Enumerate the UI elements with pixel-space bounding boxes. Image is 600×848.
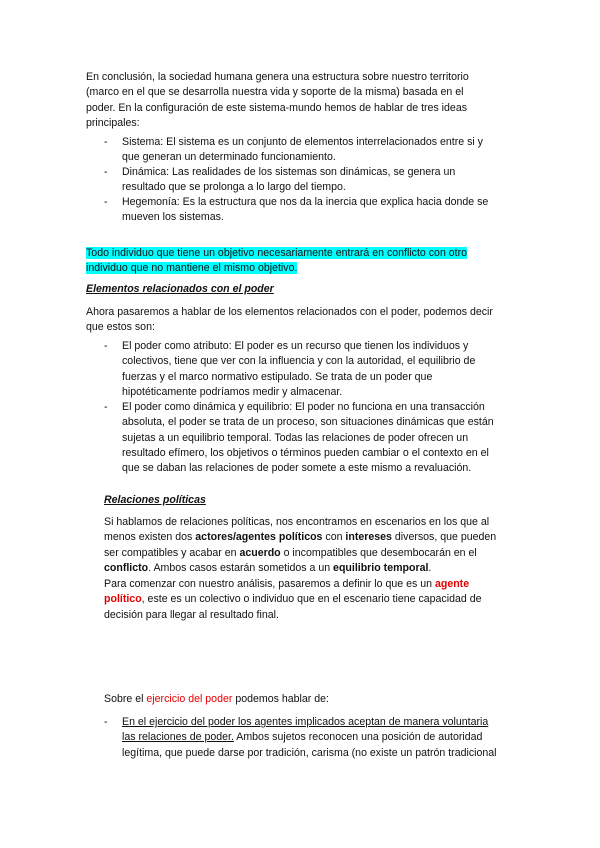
text-line: sujetas a un equilibrio temporal. Todas las relaciones de poder ofrecen un bbox=[122, 431, 469, 444]
text-line: legítima, que puede darse por tradición, carisma (no existe un patrón tradicional bbox=[122, 746, 497, 759]
text-line: menos existen dos actores/agentes políticos con intereses diversos, que pueden bbox=[104, 531, 497, 544]
text-line: Dinámica: Las realidades de los sistemas son dinámicas, se genera un bbox=[122, 166, 456, 178]
text-line: El poder como dinámica y equilibrio: El poder no funciona en una transacción bbox=[122, 401, 485, 413]
bullet-dash: - bbox=[104, 716, 108, 728]
text-line: Ahora pasaremos a hablar de los elementos relacionados con el poder, podemos decir bbox=[86, 306, 493, 318]
text-line: Hegemonía: Es la estructura que nos da la inercia que explica hacia donde se bbox=[122, 196, 489, 208]
text-line: (marco en el que se desarrolla nuestra vida y soporte de la misma) basada en el bbox=[86, 86, 464, 99]
text-line: poder. En la configuración de este sistema-mundo hemos de hablar de tres ideas bbox=[86, 101, 468, 114]
bullet-dash: - bbox=[104, 136, 108, 148]
underlined-line: En el ejercicio del poder los agentes implicados aceptan de manera voluntaria bbox=[122, 716, 489, 728]
section-heading-elementos: Elementos relacionados con el poder bbox=[86, 283, 274, 295]
text-line: que se daban las relaciones de poder somete a este mismo a revaluación. bbox=[122, 462, 472, 475]
highlight-line: individuo que no mantiene el mismo objetivo. bbox=[86, 262, 298, 275]
highlighted-statement bbox=[86, 246, 467, 277]
bullet-dash: - bbox=[104, 401, 108, 413]
bold-term: equilibrio temporal bbox=[333, 561, 429, 574]
text-line: colectivos, tiene que ver con la influencia y con la autoridad, el equilibrio de bbox=[122, 355, 476, 368]
text-line: El poder como atributo: El poder es un recurso que tienen los individuos y bbox=[122, 340, 469, 352]
text-line: conflicto. Ambos casos estarán sometidos a un equilibrio temporal. bbox=[104, 561, 432, 574]
section-heading-relaciones: Relaciones políticas bbox=[104, 494, 206, 506]
text-line: principales: bbox=[86, 116, 140, 129]
highlight-line: Todo individuo que tiene un objetivo necesariamente entrará en conflicto con otro bbox=[86, 247, 468, 259]
text-line: fuerzas y el marco normativo estipulado. Se trata de un poder que bbox=[122, 370, 433, 383]
text-line: En conclusión, la sociedad humana genera una estructura sobre nuestro territorio bbox=[86, 71, 469, 83]
agente-politico-paragraph bbox=[104, 577, 482, 623]
text-line: que generan un determinado funcionamiento. bbox=[122, 151, 336, 164]
text-line: Para comenzar con nuestro análisis, pasaremos a definir lo que es un agente bbox=[104, 578, 470, 590]
text-line: hipotéticamente podríamos medir y almacenar. bbox=[122, 385, 343, 398]
text-line: las relaciones de poder. Ambos sujetos reconocen una posición de autoridad bbox=[122, 731, 483, 744]
bullet-dash: - bbox=[104, 340, 108, 352]
intro-paragraph bbox=[86, 70, 469, 131]
text-line: decisión para llegar al resultado final. bbox=[104, 608, 279, 621]
text-line: resultado efímero, los objetivos o términos pueden cambiar o el contexto en el bbox=[122, 446, 489, 459]
bold-term: conflicto bbox=[104, 561, 149, 574]
text-line: resultado que se prolonga a lo largo del tiempo. bbox=[122, 181, 346, 194]
text-line: político, este es un colectivo o individuo que en el escenario tiene capacidad de bbox=[104, 593, 482, 606]
text-line: Sobre el ejercicio del poder podemos hablar de: bbox=[104, 693, 329, 705]
text-line: Si hablamos de relaciones políticas, nos encontramos en escenarios en los que al bbox=[104, 516, 490, 528]
bullet-dash: - bbox=[104, 196, 108, 208]
red-term: ejercicio del poder bbox=[146, 693, 233, 705]
red-term: político bbox=[104, 593, 142, 606]
text-line: Sistema: El sistema es un conjunto de elementos interrelacionados entre si y bbox=[122, 136, 483, 148]
text-line: ser compatibles y acabar en acuerdo o incompatibles que desembocarán en el bbox=[104, 546, 477, 559]
bold-term: intereses bbox=[345, 531, 392, 544]
text-line: que estos son: bbox=[86, 321, 155, 334]
red-term: agente bbox=[434, 578, 470, 590]
text-line: absoluta, el poder se trata de un proceso, son situaciones dinámicas que están bbox=[122, 416, 494, 429]
bold-term: acuerdo bbox=[239, 546, 281, 559]
ejercicio-intro bbox=[104, 692, 329, 707]
text-line: mueven los sistemas. bbox=[122, 211, 224, 224]
bold-term: actores/agentes políticos bbox=[195, 531, 323, 544]
elementos-intro bbox=[86, 305, 493, 336]
relaciones-paragraph bbox=[104, 515, 496, 576]
bullet-dash: - bbox=[104, 166, 108, 178]
